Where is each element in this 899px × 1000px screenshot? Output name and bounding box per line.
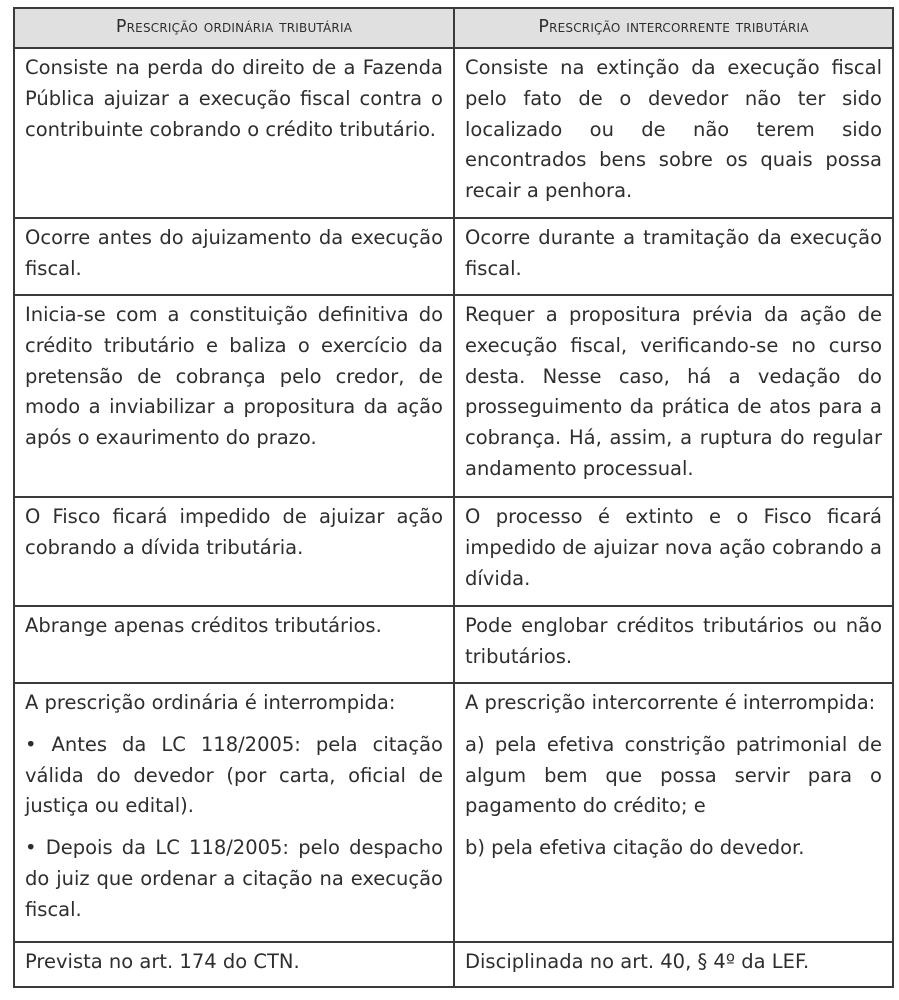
cell-ordinary [14,683,454,942]
header-ordinary-prescription: Prescrição ordinária tributária [14,8,454,48]
bullet-item: • Depois da LC 118/2005: pelo despacho do juiz que ordenar a citação na execução fiscal. [25,836,443,921]
cell-intercurrent [454,218,893,295]
cell-text: A prescrição intercorrente é interrompida: [465,691,876,714]
cell-text: Ocorre antes do ajuizamento da execução fiscal. [25,226,443,280]
cell-text: O processo é extinto e o Fisco ficará impedido de ajuizar nova ação cobrando a dívida. [465,505,882,590]
cell-ordinary [14,295,454,497]
header-intercurrent-prescription: Prescrição intercorrente tributária [454,8,893,48]
cell-text: Requer a propositura prévia da ação de execução fiscal, verificando-se no curso desta. Nesse caso, há a vedação do prosseguimento da prática de atos para a cobrança. Há, assim, a ruptura do regular andamento processual. [465,303,882,480]
cell-text: Consiste na extinção da execução fiscal pelo fato de o devedor não ter sido localizado ou de não terem sido encontrados bens sobre os quais possa recair a penhora. [465,56,882,203]
header-row [14,8,893,48]
cell-intercurrent [454,497,893,606]
comparison-table [13,7,894,988]
table-row [14,606,893,683]
cell-text: Abrange apenas créditos tributários. [25,614,382,637]
table-row [14,295,893,497]
table-row [14,218,893,295]
cell-ordinary [14,497,454,606]
cell-text: Ocorre durante a tramitação da execução fiscal. [465,226,882,280]
cell-text: A prescrição ordinária é interrompida: [25,691,396,714]
cell-text: O Fisco ficará impedido de ajuizar ação cobrando a dívida tributária. [25,505,443,559]
table-row [14,48,893,218]
cell-ordinary [14,942,454,987]
list-item: a) pela efetiva constrição patrimonial de algum bem que possa servir para o pagamento do crédito; e [465,732,882,818]
cell-text: Disciplinada no art. 40, § 4º da LEF. [465,950,810,973]
cell-text: Prevista no art. 174 do CTN. [25,950,300,973]
cell-text: Consiste na perda do direito de a Fazenda Pública ajuizar a execução fiscal contra o contribuinte cobrando o crédito tributário. [25,56,443,141]
cell-text: Inicia-se com a constituição definitiva do crédito tributário e baliza o exercício da pretensão de cobrança pelo credor, de modo a inviabilizar a propositura da ação após o exaurimento do prazo. [25,303,443,450]
table-row [14,942,893,987]
cell-intercurrent [454,48,893,218]
cell-ordinary [14,218,454,295]
cell-intercurrent [454,942,893,987]
list-item: b) pela efetiva citação do devedor. [465,836,805,860]
cell-ordinary [14,48,454,218]
cell-intercurrent [454,295,893,497]
cell-ordinary [14,606,454,683]
cell-intercurrent [454,683,893,942]
cell-intercurrent [454,606,893,683]
table-row [14,497,893,606]
cell-text: Pode englobar créditos tributários ou não tributários. [465,614,882,668]
bullet-item: • Antes da LC 118/2005: pela citação válida do devedor (por carta, oficial de justiça ou edital). [25,732,443,818]
table-row [14,683,893,942]
